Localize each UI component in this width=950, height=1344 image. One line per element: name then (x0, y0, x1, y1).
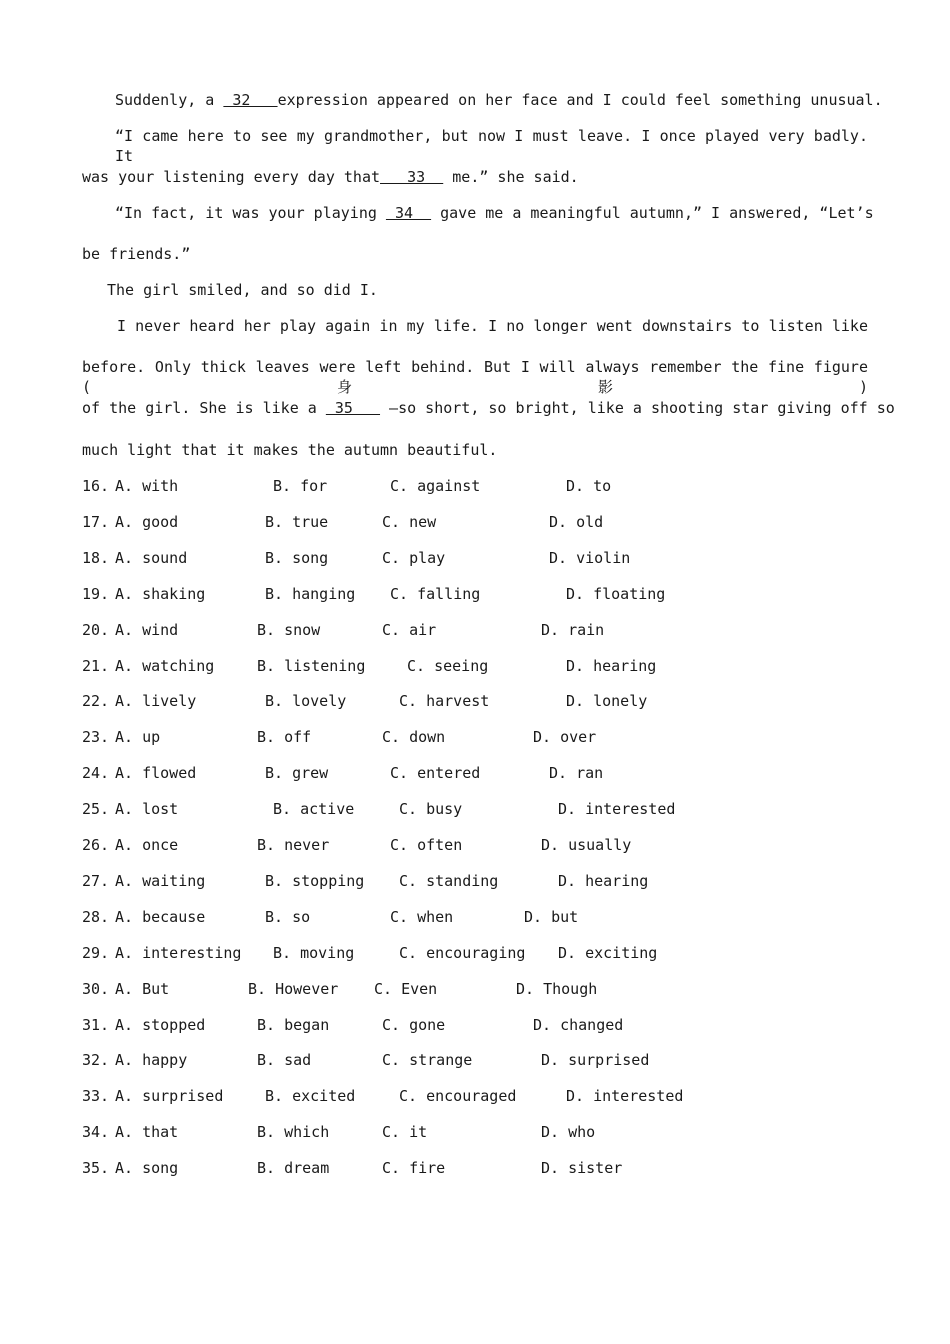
option-b: B. song (265, 548, 329, 567)
question-row (82, 907, 782, 927)
option-c: C. new (382, 512, 437, 531)
question-number: 18. (82, 548, 110, 567)
option-d: D. floating (566, 584, 666, 603)
option-a: A. interesting (115, 943, 242, 962)
option-b: B. which (257, 1123, 330, 1142)
question-number: 20. (82, 620, 110, 639)
option-b: B. snow (257, 620, 321, 639)
option-c: C. when (390, 907, 454, 926)
question-number: 32. (82, 1051, 110, 1070)
question-row (82, 620, 782, 640)
question-number: 31. (82, 1015, 110, 1034)
option-c: C. standing (399, 871, 499, 890)
option-a: A. sound (115, 548, 188, 567)
option-b: B. off (257, 728, 312, 747)
text: of the girl. She is like a (82, 399, 326, 417)
option-a: A. wind (115, 620, 179, 639)
option-b: B. excited (265, 1087, 356, 1106)
passage-line: be friends.” (82, 245, 191, 263)
passage-line (115, 203, 874, 223)
question-row (82, 476, 782, 496)
text: Suddenly, a (115, 91, 224, 109)
option-a: A. lost (115, 800, 179, 819)
question-row (82, 943, 782, 963)
question-row (82, 1015, 782, 1035)
option-d: D. lonely (566, 692, 648, 711)
option-c: C. fire (382, 1159, 446, 1178)
option-a: A. up (115, 728, 161, 747)
option-d: D. but (524, 907, 579, 926)
option-b: B. stopping (265, 871, 365, 890)
option-c: C. encouraged (399, 1087, 517, 1106)
option-b: B. sad (257, 1051, 312, 1070)
question-number: 26. (82, 836, 110, 854)
option-a: A. once (115, 836, 179, 854)
text: gave me a meaningful autumn,” I answered, “Let’s (431, 204, 874, 222)
option-d: D. Though (516, 979, 598, 998)
option-a: A. with (115, 477, 179, 495)
option-d: D. changed (533, 1015, 624, 1034)
question-row (82, 512, 782, 532)
question-row (82, 584, 782, 604)
option-a: A. good (115, 512, 179, 531)
option-d: D. sister (541, 1159, 623, 1178)
option-c: C. gone (382, 1015, 446, 1034)
option-d: D. ran (549, 764, 604, 783)
passage-line: I never heard her play again in my life. I no longer went downstairs to listen like (117, 317, 868, 335)
option-d: D. hearing (566, 656, 657, 675)
option-c: C. Even (374, 979, 438, 998)
text: was your listening every day that (82, 168, 381, 186)
blank-33: 33 (380, 168, 444, 186)
question-number: 27. (82, 871, 110, 890)
question-row (82, 799, 782, 819)
question-row (82, 1158, 782, 1178)
option-a: A. stopped (115, 1015, 206, 1034)
passage-line (82, 167, 868, 187)
passage-line (82, 398, 895, 418)
text: me.” she said. (443, 168, 579, 186)
option-c: C. against (390, 477, 481, 495)
option-c: C. down (382, 728, 446, 747)
question-number: 22. (82, 692, 110, 711)
option-b: B. for (273, 477, 328, 495)
option-c: C. seeing (407, 656, 489, 675)
question-row (82, 1050, 782, 1070)
option-a: A. because (115, 907, 206, 926)
option-d: D. interested (566, 1087, 684, 1106)
option-d: D. exciting (558, 943, 658, 962)
option-b: B. moving (273, 943, 355, 962)
option-d: D. interested (558, 800, 676, 819)
option-a: A. song (115, 1159, 179, 1178)
option-a: A. happy (115, 1051, 188, 1070)
option-b: B. hanging (265, 584, 356, 603)
option-b: B. never (257, 836, 330, 854)
option-b: B. lovely (265, 692, 347, 711)
option-a: A. watching (115, 656, 215, 675)
text: —so short, so bright, like a shooting star giving off so (380, 399, 895, 417)
option-b: B. began (257, 1015, 330, 1034)
question-number: 30. (82, 979, 110, 998)
question-number: 16. (82, 477, 110, 495)
question-number: 17. (82, 512, 110, 531)
question-number: 28. (82, 907, 110, 926)
option-c: C. busy (399, 800, 463, 819)
option-b: B. dream (257, 1159, 330, 1178)
option-d: D. violin (549, 548, 631, 567)
option-d: D. rain (541, 620, 605, 639)
option-d: D. old (549, 512, 604, 531)
option-b: B. true (265, 512, 329, 531)
option-b: B. listening (257, 656, 366, 675)
option-a: A. that (115, 1123, 179, 1142)
question-number: 29. (82, 943, 110, 962)
question-number: 25. (82, 800, 110, 819)
option-c: C. encouraging (399, 943, 526, 962)
question-number: 21. (82, 656, 110, 675)
passage-line: “I came here to see my grandmother, but now I must leave. I once played very badly. It (115, 127, 868, 165)
option-a: A. But (115, 979, 170, 998)
blank-32: 32 (223, 91, 278, 109)
option-d: D. over (533, 728, 597, 747)
option-d: D. usually (541, 836, 632, 854)
passage-line: The girl smiled, and so did I. (107, 281, 378, 299)
blank-34: 34 (385, 204, 432, 222)
option-c: C. play (382, 548, 446, 567)
question-row (82, 691, 782, 711)
option-d: D. to (566, 477, 612, 495)
question-number: 19. (82, 584, 110, 603)
question-number: 35. (82, 1159, 110, 1178)
option-c: C. falling (390, 584, 481, 603)
option-b: B. so (265, 907, 311, 926)
option-c: C. it (382, 1123, 428, 1142)
option-c: C. often (390, 836, 463, 854)
option-a: A. surprised (115, 1087, 224, 1106)
passage-line: much light that it makes the autumn beautiful. (82, 441, 498, 459)
option-b: B. active (273, 800, 355, 819)
option-d: D. surprised (541, 1051, 650, 1070)
blank-35: 35 (325, 399, 381, 417)
option-d: D. who (541, 1123, 596, 1142)
option-b: B. grew (265, 764, 329, 783)
option-a: A. shaking (115, 584, 206, 603)
option-b: B. However (248, 979, 339, 998)
question-row (82, 979, 782, 999)
option-c: C. air (382, 620, 437, 639)
passage-line: before. Only thick leaves were left behind. But I will always remember the fine figure (身影) (82, 358, 868, 396)
question-row (82, 727, 782, 747)
question-row (82, 835, 782, 855)
option-a: A. flowed (115, 764, 197, 783)
question-number: 23. (82, 728, 110, 747)
option-c: C. harvest (399, 692, 490, 711)
text: “In fact, it was your playing (115, 204, 386, 222)
question-row (82, 1086, 782, 1106)
option-d: D. hearing (558, 871, 649, 890)
question-number: 24. (82, 764, 110, 783)
question-row (82, 1122, 782, 1142)
question-number: 33. (82, 1087, 110, 1106)
question-row (82, 656, 782, 676)
option-a: A. lively (115, 692, 197, 711)
question-number: 34. (82, 1123, 110, 1142)
option-c: C. strange (382, 1051, 473, 1070)
text: expression appeared on her face and I could feel something unusual. (277, 91, 883, 109)
question-row (82, 763, 782, 783)
option-a: A. waiting (115, 871, 206, 890)
option-c: C. entered (390, 764, 481, 783)
passage-line (115, 90, 883, 110)
question-row (82, 548, 782, 568)
question-row (82, 871, 782, 891)
